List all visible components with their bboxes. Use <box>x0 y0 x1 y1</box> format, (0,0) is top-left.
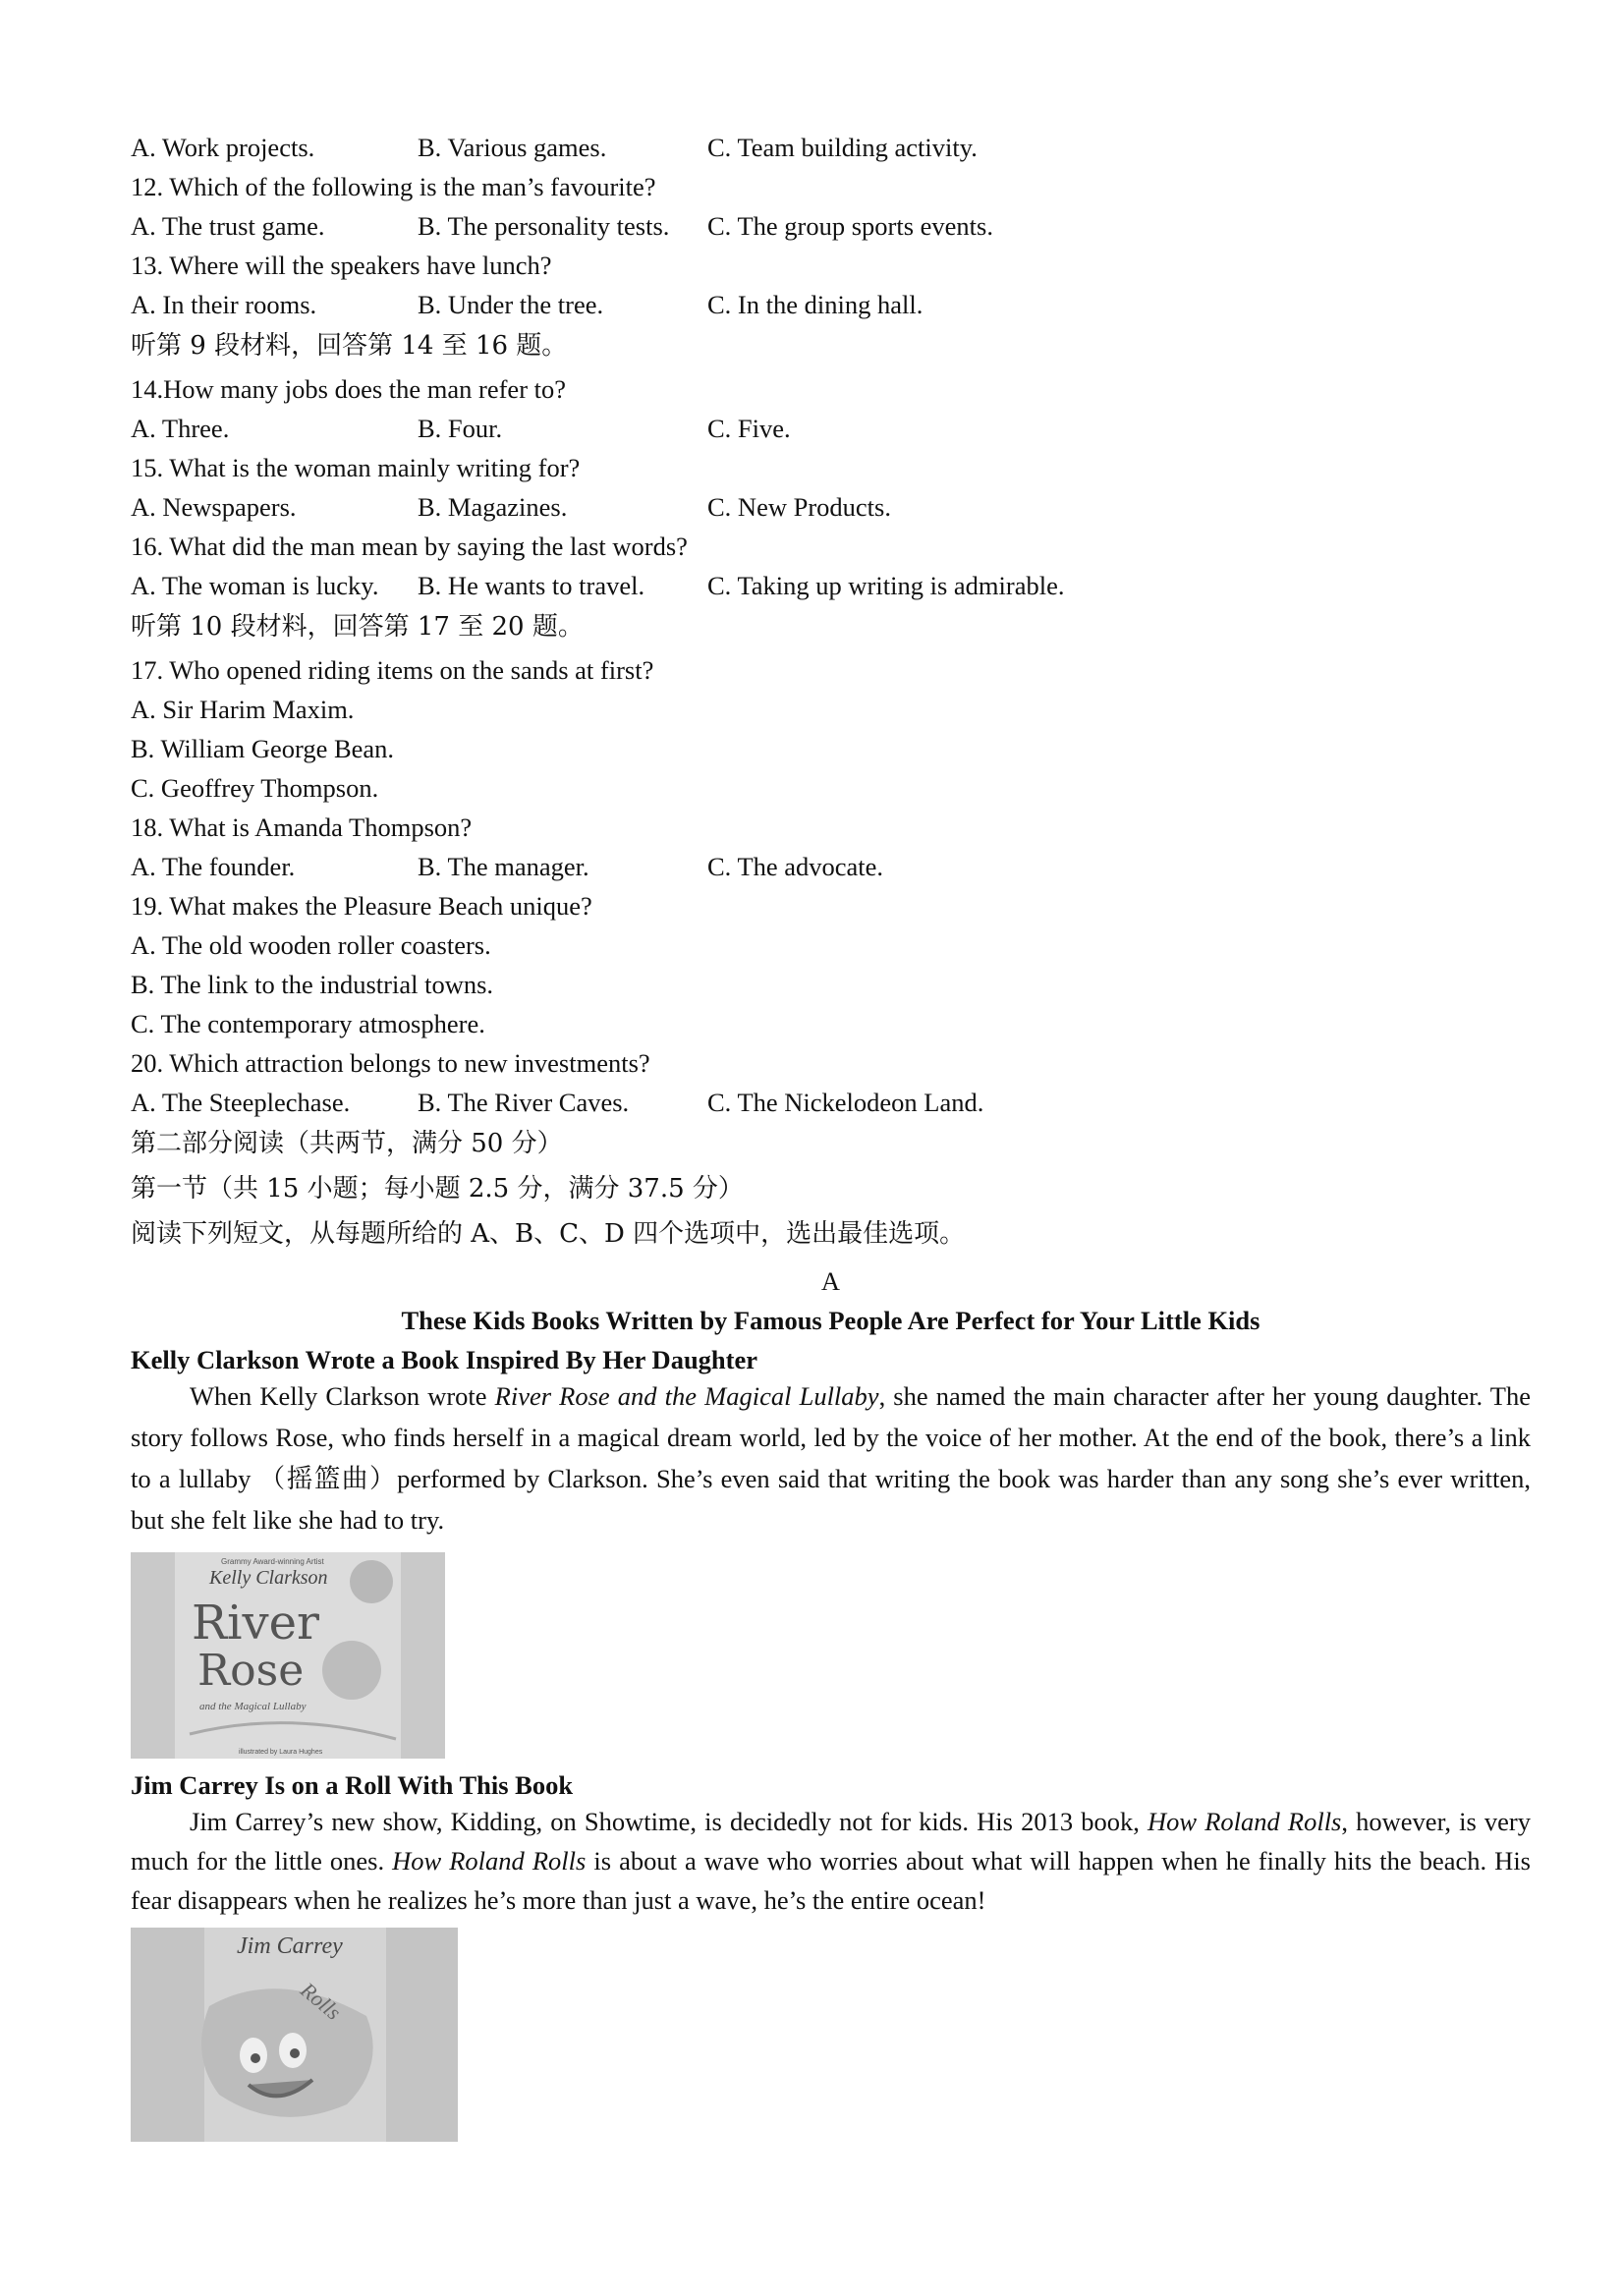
kelly-book-title: River Rose and the Magical Lullaby <box>494 1381 879 1411</box>
jim-book-title-1: How Roland Rolls <box>1147 1807 1342 1836</box>
jim-text-1: Jim Carrey’s new show, Kidding, on Showtime, is decidedly not for kids. His 2013 book, <box>190 1807 1147 1836</box>
q12-option-b: B. The personality tests. <box>418 211 670 241</box>
q14-option-c: C. Five. <box>707 414 791 443</box>
kelly-text-1: When Kelly Clarkson wrote <box>190 1381 495 1411</box>
section-1-heading: 第一节（共 15 小题；每小题 2.5 分，满分 37.5 分） <box>131 1174 744 1204</box>
q12-option-a: A. The trust game. <box>131 211 325 241</box>
kelly-heading: Kelly Clarkson Wrote a Book Inspired By Her Daughter <box>131 1345 758 1374</box>
cover-title-rose: Rose <box>197 1646 305 1696</box>
q13-question: 13. Where will the speakers have lunch? <box>131 251 552 280</box>
q17-option-a: A. Sir Harim Maxim. <box>131 695 355 724</box>
q20-option-b: B. The River Caves. <box>418 1088 630 1117</box>
q13-option-a: A. In their rooms. <box>131 290 317 319</box>
q12-question: 12. Which of the following is the man’s favourite? <box>131 172 656 201</box>
q14-option-a: A. Three. <box>131 414 230 443</box>
river-rose-cover-art <box>131 1552 445 1759</box>
river-rose-book-cover <box>131 1552 445 1759</box>
kelly-text-2: , she named the main character after her young daughter. The story follows Rose, who finds herself in a magical dream world, led by the voice of her mother. At the end of the book, there’s a link to a lullaby （摇篮曲）performed by Clarkson. She’s even said that writing the book was harder than any song she’s ever written, but she felt like she had to try. <box>131 1381 1531 1535</box>
q17-option-c: C. Geoffrey Thompson. <box>131 773 379 803</box>
jim-heading: Jim Carrey Is on a Roll With This Book <box>131 1770 574 1800</box>
cover-small-text: Grammy Award-winning Artist <box>221 1557 324 1566</box>
reading-instructions: 阅读下列短文，从每题所给的 A、B、C、D 四个选项中，选出最佳选项。 <box>131 1219 966 1249</box>
q18-option-c: C. The advocate. <box>707 852 884 881</box>
roland-cover-art <box>131 1928 458 2142</box>
q11-option-c: C. Team building activity. <box>707 133 978 162</box>
q11-option-b: B. Various games. <box>418 133 607 162</box>
q16-option-b: B. He wants to travel. <box>418 571 645 600</box>
cover-author: Kelly Clarkson <box>209 1567 328 1589</box>
q15-option-b: B. Magazines. <box>418 492 568 522</box>
q18-question: 18. What is Amanda Thompson? <box>131 812 473 842</box>
q12-option-c: C. The group sports events. <box>707 211 993 241</box>
q19-option-b: B. The link to the industrial towns. <box>131 970 494 999</box>
section-10-instruction: 听第 10 段材料，回答第 17 至 20 题。 <box>131 612 584 642</box>
kelly-paragraph <box>131 1375 1531 1540</box>
jim-text-3: is about a wave who worries about what will happen when he finally hits the beach. His fear disappears when he realizes he’s more than just a wave, he’s the entire ocean! <box>131 1846 1531 1915</box>
q17-question: 17. Who opened riding items on the sands at first? <box>131 655 654 685</box>
q19-option-c: C. The contemporary atmosphere. <box>131 1009 485 1038</box>
section-9-instruction: 听第 9 段材料，回答第 14 至 16 题。 <box>131 331 568 361</box>
q16-question: 16. What did the man mean by saying the last words? <box>131 532 688 561</box>
how-roland-rolls-book-cover <box>131 1928 458 2142</box>
roland-cover-title: Rolls <box>296 1977 346 2025</box>
part-2-heading: 第二部分阅读（共两节，满分 50 分） <box>131 1129 563 1158</box>
jim-paragraph <box>131 1802 1531 1920</box>
q17-option-b: B. William George Bean. <box>131 734 395 763</box>
q15-question: 15. What is the woman mainly writing for? <box>131 453 581 482</box>
cover-illustrator: illustrated by Laura Hughes <box>239 1749 323 1756</box>
q14-question: 14.How many jobs does the man refer to? <box>131 374 567 404</box>
q20-option-c: C. The Nickelodeon Land. <box>707 1088 984 1117</box>
q14-option-b: B. Four. <box>418 414 503 443</box>
q18-option-a: A. The founder. <box>131 852 296 881</box>
q16-option-c: C. Taking up writing is admirable. <box>707 571 1065 600</box>
q13-option-c: C. In the dining hall. <box>707 290 923 319</box>
passage-title: These Kids Books Written by Famous People Are Perfect for Your Little Kids <box>401 1306 1260 1335</box>
q16-option-a: A. The woman is lucky. <box>131 571 379 600</box>
jim-text-2: , however, is very much for the little ones. <box>131 1807 1532 1876</box>
q15-option-a: A. Newspapers. <box>131 492 297 522</box>
cover-title-river: River <box>192 1596 319 1651</box>
q19-option-a: A. The old wooden roller coasters. <box>131 930 491 960</box>
jim-book-title-2: How Roland Rolls <box>392 1846 587 1876</box>
q15-option-c: C. New Products. <box>707 492 891 522</box>
q20-option-a: A. The Steeplechase. <box>131 1088 351 1117</box>
roland-cover-author: Jim Carrey <box>237 1933 343 1959</box>
cover-subtitle: and the Magical Lullaby <box>199 1701 307 1712</box>
q20-question: 20. Which attraction belongs to new investments? <box>131 1048 650 1078</box>
q18-option-b: B. The manager. <box>418 852 589 881</box>
q13-option-b: B. Under the tree. <box>418 290 604 319</box>
passage-letter: A <box>820 1266 841 1296</box>
q19-question: 19. What makes the Pleasure Beach unique? <box>131 891 592 921</box>
q11-option-a: A. Work projects. <box>131 133 315 162</box>
